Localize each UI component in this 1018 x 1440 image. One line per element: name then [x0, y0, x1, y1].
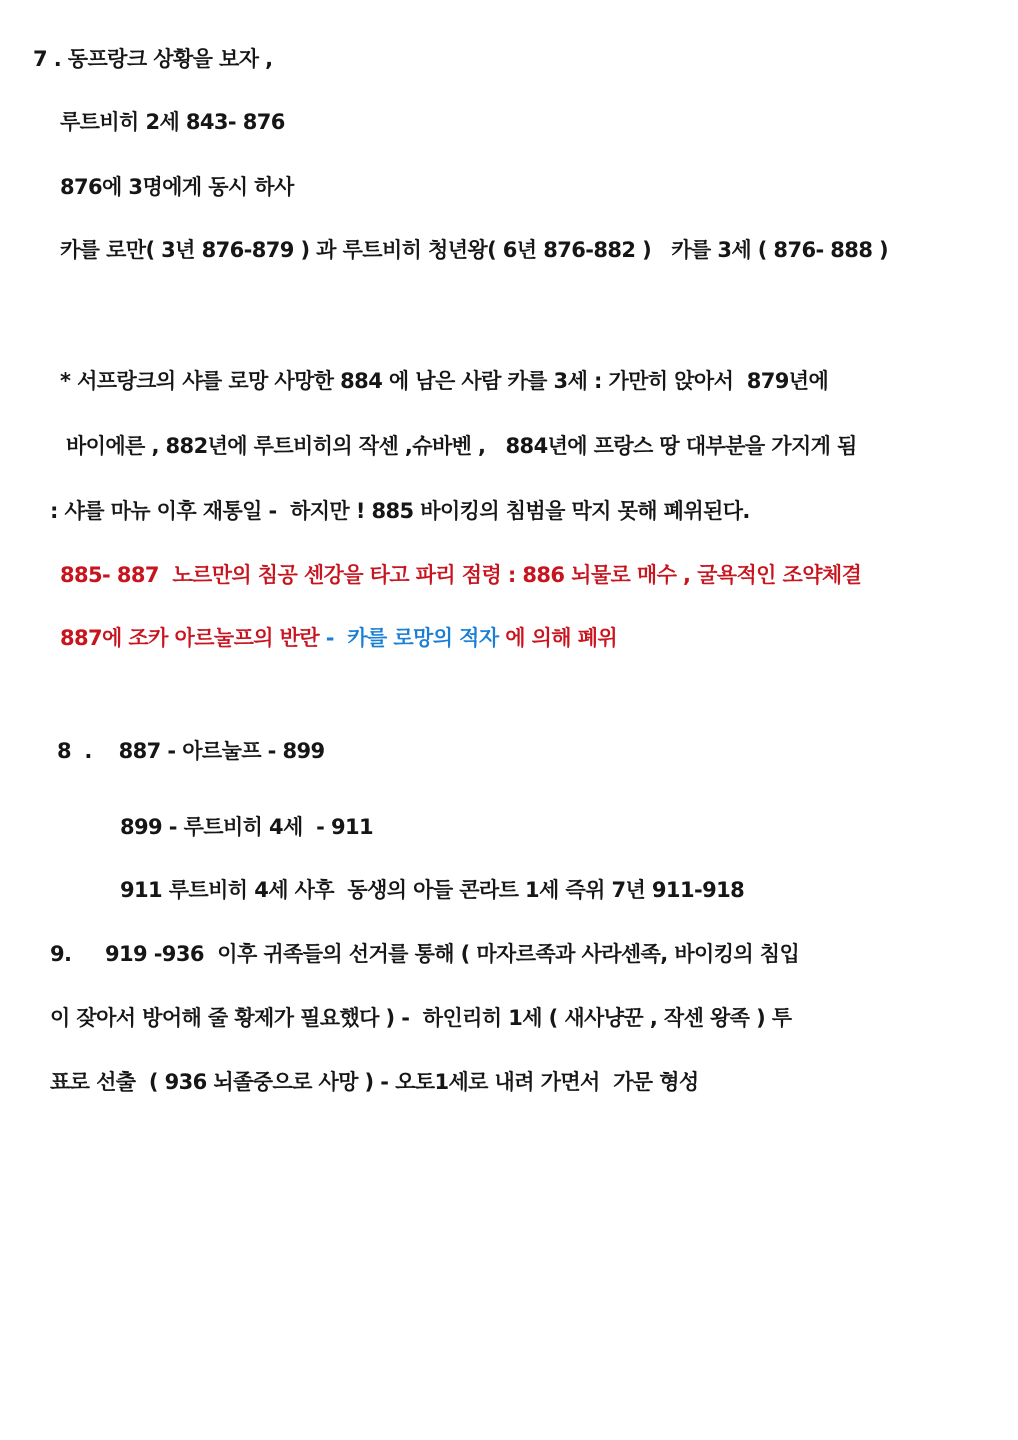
arnulf-revolt-line [60, 624, 617, 652]
arnulf-revolt-text: 887에 조카 아르눌프의 반란 [60, 626, 326, 650]
section-8-heading: 8 . 887 - 아르눌프 - 899 [57, 739, 325, 763]
conrad1-line: 911 루트비히 4세 사후 동생의 아들 콘라트 1세 즉위 7년 911-918 [120, 878, 745, 902]
louis2-reign-line: 루트비히 2세 843- 876 [60, 110, 285, 134]
section-9-line-1: 9. 919 -936 이후 귀족들의 선거를 통해 ( 마자르족과 사라센족, 바이킹의 침입 [50, 942, 800, 966]
heirs-line: 카를 로만( 3년 876-879 ) 과 루트비히 청년왕( 6년 876-882 ) 카를 3세 ( 876- 888 ) [60, 238, 889, 262]
louis4-reign-line: 899 - 루트비히 4세 - 911 [120, 815, 374, 839]
section-9-line-2: 이 잦아서 방어해 줄 황제가 필요했다 ) - 하인리히 1세 ( 새사냥꾼 , 작센 왕족 ) 투 [50, 1006, 792, 1030]
note-line-2: 바이에른 , 882년에 루트비히의 작센 ,슈바벤 , 884년에 프랑스 땅 대부분을 가지게 됨 [66, 434, 857, 458]
karl-legitimate-son-text: 카를 로망의 적자 [340, 626, 499, 650]
section-7-heading: 7 . 동프랑크 상황을 보자 , [33, 47, 273, 71]
norman-invasion-line: 885- 887 노르만의 침공 센강을 타고 파리 점령 : 886 뇌물로 매수 , 굴욕적인 조약체결 [60, 563, 862, 587]
deposed-text: 에 의해 폐위 [498, 626, 618, 650]
dash-separator: - [325, 626, 341, 650]
section-9-line-3: 표로 선출 ( 936 뇌졸중으로 사망 ) - 오토1세로 내려 가면서 가문 형성 [50, 1070, 699, 1094]
note-line-1: * 서프랑크의 샤를 로망 사망한 884 에 남은 사람 카를 3세 : 가만히 앉아서 879년에 [60, 369, 829, 393]
division-876-line: 876에 3명에게 동시 하사 [60, 175, 294, 199]
note-line-3: : 샤를 마뉴 이후 재통일 - 하지만 ! 885 바이킹의 침범을 막지 못해 폐위된다. [50, 499, 750, 523]
